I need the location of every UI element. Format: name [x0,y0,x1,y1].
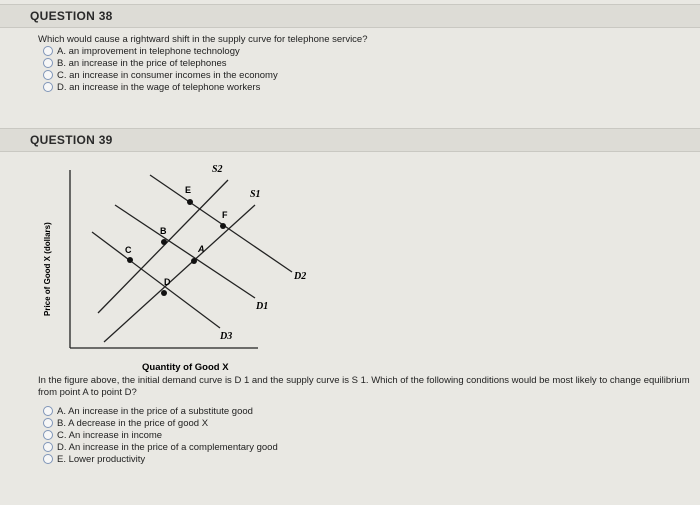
point-a-label: A [198,244,205,254]
radio-button[interactable] [43,58,53,68]
radio-button[interactable] [43,454,53,464]
point-b-label: B [160,226,167,236]
q39-option-e[interactable]: E. Lower productivity [43,453,278,465]
radio-button[interactable] [43,442,53,452]
question-38-title: QUESTION 38 [30,9,113,23]
question-38-options [43,45,278,93]
q39-option-c[interactable]: C. An increase in income [43,429,278,441]
point-f-label: F [222,210,228,220]
point-e-label: E [185,185,192,195]
x-axis-label: Quantity of Good X [142,362,229,373]
q38-option-c[interactable]: C. an increase in consumer incomes in the economy [43,69,278,81]
point-b-dot [161,239,167,245]
point-d-dot [161,290,167,296]
radio-button[interactable] [43,70,53,80]
curve-label-d2: D2 [294,271,307,282]
radio-button[interactable] [43,406,53,416]
y-axis-label: Price of Good X (dollars) [43,222,52,316]
question-39-text: In the figure above, the initial demand curve is D 1 and the supply curve is S 1. Which of the following conditions would be most likely to change equilibrium from point A to point D? [38,375,690,398]
point-f-dot [220,223,226,229]
demand-curve-d2 [150,175,292,272]
radio-button[interactable] [43,82,53,92]
q39-option-b[interactable]: B. A decrease in the price of good X [43,417,278,429]
curve-label-d3: D3 [220,331,233,342]
question-38-header [0,4,700,28]
supply-demand-figure [30,150,310,375]
curve-label-s1: S1 [250,189,261,200]
radio-button[interactable] [43,46,53,56]
q38-option-d[interactable]: D. an increase in the wage of telephone workers [43,81,278,93]
curve-label-d1: D1 [256,301,269,312]
q39-option-d[interactable]: D. An increase in the price of a complementary good [43,441,278,453]
point-a-dot [191,258,197,264]
demand-curve-d1 [115,205,255,298]
point-c-label: C [125,245,132,255]
point-c-dot [127,257,133,263]
point-e-dot [187,199,193,205]
question-39-options [43,405,278,465]
question-39-title: QUESTION 39 [30,133,113,147]
q38-option-a[interactable]: A. an improvement in telephone technology [43,45,278,57]
q39-option-a[interactable]: A. An increase in the price of a substitute good [43,405,278,417]
point-d-label: D [164,277,171,287]
question-38-text: Which would cause a rightward shift in the supply curve for telephone service? [38,34,368,45]
curve-label-s2: S2 [212,164,223,175]
supply-curve-s1 [104,205,255,342]
radio-button[interactable] [43,430,53,440]
radio-button[interactable] [43,418,53,428]
q38-option-b[interactable]: B. an increase in the price of telephones [43,57,278,69]
question-39-header [0,128,700,152]
